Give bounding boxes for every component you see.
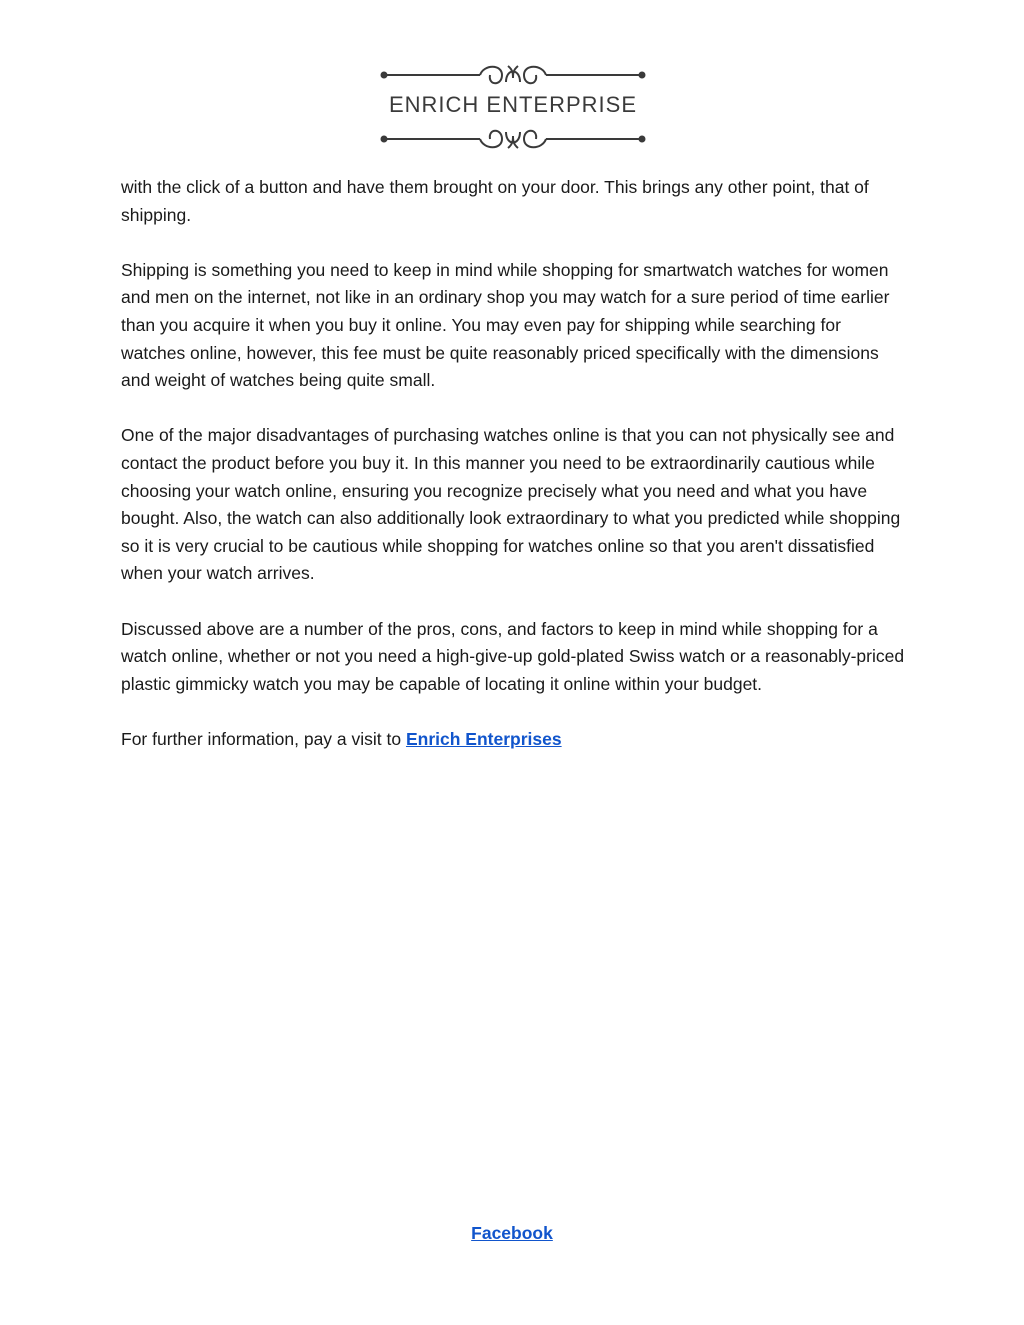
document-body xyxy=(121,174,907,781)
ornament-top-icon xyxy=(380,60,646,90)
logo xyxy=(380,60,646,156)
closing-text: For further information, pay a visit to xyxy=(121,728,406,749)
paragraph-4: Discussed above are a number of the pros, cons, and factors to keep in mind while shopping for a watch online, whether or not you need a high-give-up gold-plated Swiss watch or a reasonably-priced plastic gimmicky watch you may be capable of locating it online within your budget. xyxy=(121,618,905,694)
footer xyxy=(0,1220,1024,1247)
enrich-enterprises-link[interactable]: Enrich Enterprises xyxy=(405,728,562,749)
paragraph-3: One of the major disadvantages of purchasing watches online is that you can not physically see and contact the product before you buy it. In this manner you need to be extraordinarily cautious while choosing your watch online, ensuring you recognize precisely what you need and what you have bought. Also, the watch can also additionally look extraordinary to what you predicted while shopping so it is very crucial to be cautious while shopping for watches online so that you aren't dissatisfied when your watch arrives. xyxy=(121,425,901,584)
logo-text: ENRICH ENTERPRISE xyxy=(388,92,638,117)
paragraph-2: Shipping is something you need to keep in mind while shopping for smartwatch watches for women and men on the internet, not like in an ordinary shop you may watch for a sure period of time earlier than you acquire it when you buy it online. You may even pay for shipping while searching for watches online, however, this fee must be quite reasonably priced specifically with the dimensions and weight of watches being quite small. xyxy=(121,259,890,391)
closing-paragraph xyxy=(121,726,907,754)
ornament-bottom-icon xyxy=(380,124,646,154)
paragraph-1: with the click of a button and have them brought on your door. This brings any other point, that of shipping. xyxy=(121,177,869,225)
facebook-link[interactable]: Facebook xyxy=(471,1223,553,1243)
